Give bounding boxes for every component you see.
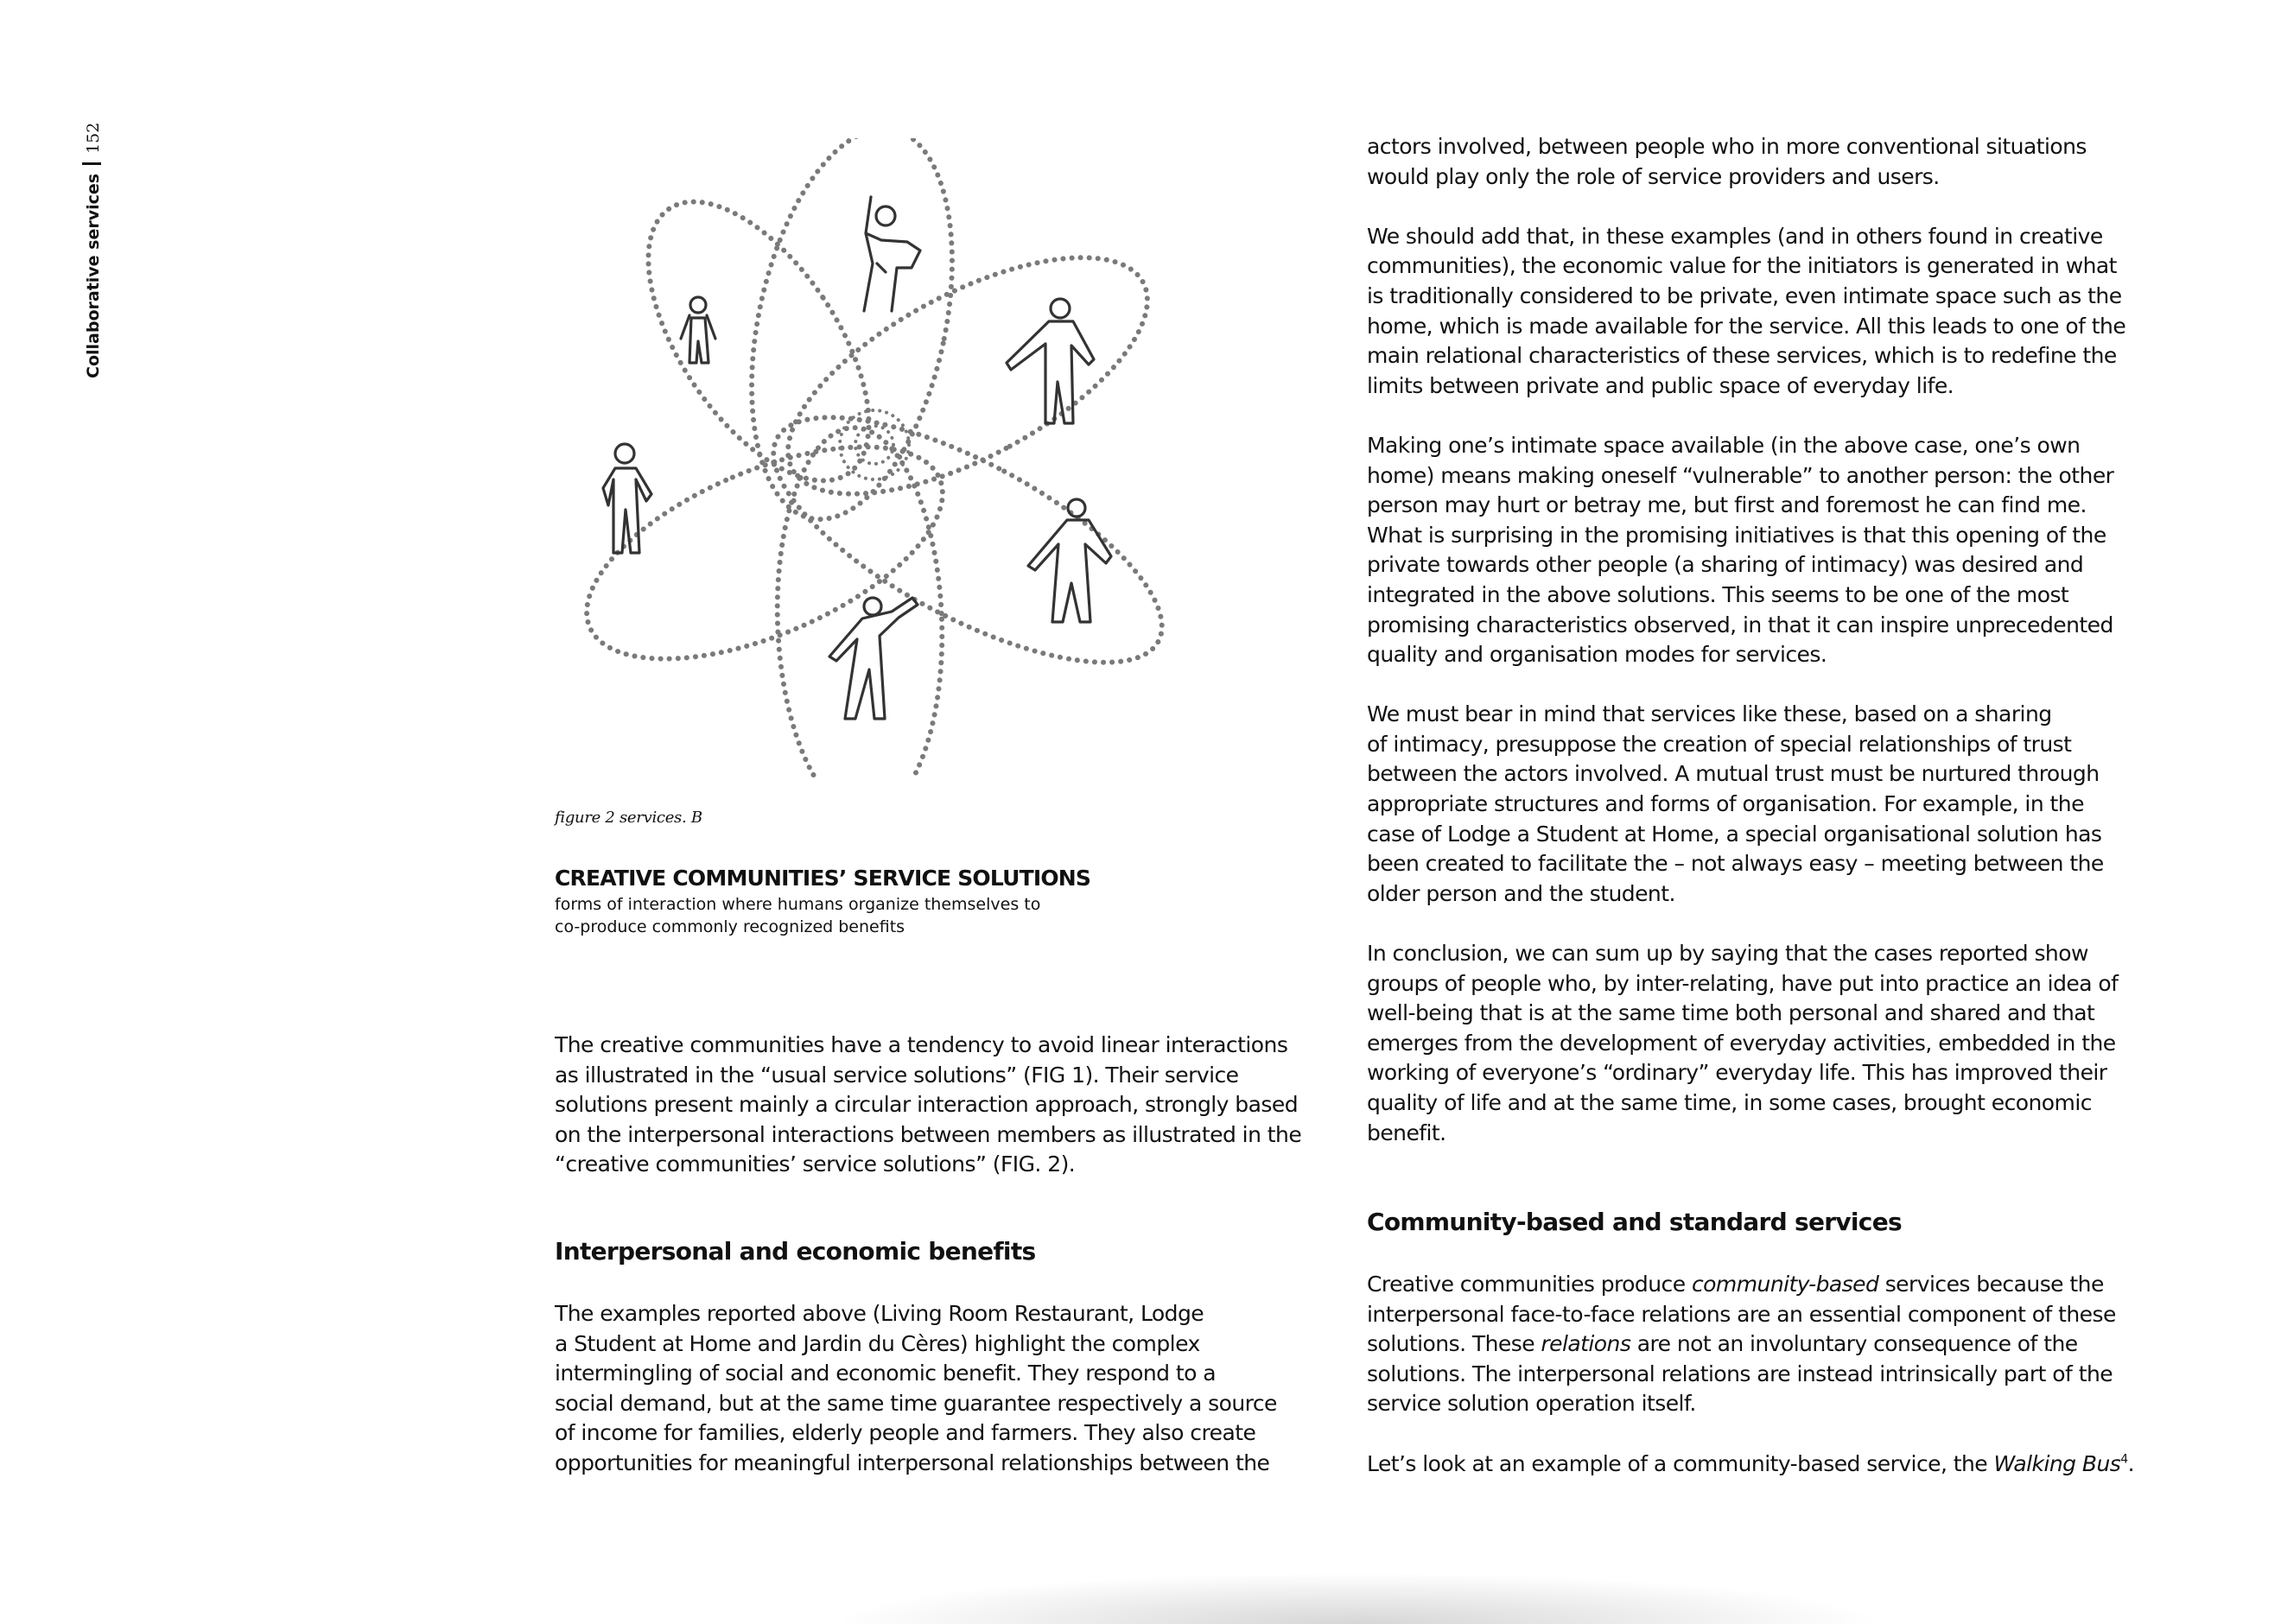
text-line: as illustrated in the “usual service solutions” (FIG 1). Their service [555, 1062, 1239, 1088]
text-line: solutions. The interpersonal relations are instead intrinsically part of the [1367, 1361, 2113, 1386]
text-line: service solution operation itself. [1367, 1391, 1696, 1417]
emphasis: relations [1541, 1331, 1631, 1357]
intro-paragraph [555, 1031, 1332, 1180]
text-line: is traditionally considered to be private, even intimate space such as the [1367, 282, 2122, 308]
text-line: of income for families, elderly people and farmers. They also create [555, 1420, 1256, 1446]
section-title: Collaborative services [84, 173, 103, 378]
paragraph-intimate-space [1367, 431, 2179, 670]
text-line: opportunities for meaningful interpersonal relationships between the [555, 1450, 1270, 1475]
text-line: benefit. [1367, 1120, 1446, 1145]
text-line: home, which is made available for the service. All this leads to one of the [1367, 313, 2126, 339]
text-line: home) means making oneself “vulnerable” to another person: the other [1367, 462, 2114, 488]
text-line: We should add that, in these examples (and in others found in creative [1367, 223, 2103, 249]
page-number: 152 [84, 122, 103, 154]
person-figure-upper-right [1007, 299, 1094, 423]
caption-line: forms of interaction where humans organize themselves to [555, 895, 1041, 914]
text-line: private towards other people (a sharing of intimacy) was desired and [1367, 552, 2084, 578]
text-line: social demand, but at the same time guarantee respectively a source [555, 1390, 1277, 1416]
text-line: a Student at Home and Jardin du Cères) highlight the complex [555, 1330, 1200, 1356]
body-paragraph [555, 1299, 1332, 1479]
text-line: intermingling of social and economic benefit. They respond to a [555, 1361, 1217, 1386]
right-column [1367, 132, 2179, 1148]
person-figure-right [1028, 499, 1111, 622]
text-line: Creative communities produce community-based services because the [1367, 1272, 2104, 1297]
paragraph-community-based [1367, 1270, 2179, 1419]
text-line: of intimacy, presuppose the creation of special relationships of trust [1367, 731, 2072, 757]
left-column-intro [555, 1031, 1332, 1180]
left-column-body [555, 1299, 1332, 1479]
paragraph-conclusion [1367, 939, 2179, 1148]
figure-label: figure 2 services. B [555, 809, 702, 827]
text-line: on the interpersonal interactions between members as illustrated in the [555, 1121, 1302, 1147]
text-line: main relational characteristics of these services, which is to redefine the [1367, 343, 2117, 369]
text-line: older person and the student. [1367, 880, 1675, 906]
text-line: “creative communities’ service solutions” (FIG. 2). [555, 1151, 1076, 1177]
text-line: between the actors involved. A mutual trust must be nurtured through [1367, 761, 2100, 787]
right-column-lower [1367, 1270, 2179, 1479]
caption-line: co-produce commonly recognized benefits [555, 917, 905, 936]
paragraph-trust [1367, 700, 2179, 909]
person-figure-bottom [829, 598, 918, 719]
text-line: case of Lodge a Student at Home, a special organisational solution has [1367, 821, 2102, 847]
figure-illustration [536, 138, 1166, 777]
text-line: actors involved, between people who in more conventional situations [1367, 134, 2087, 159]
text-line: appropriate structures and forms of organisation. For example, in the [1367, 791, 2084, 817]
text-line: solutions present mainly a circular interaction approach, strongly based [555, 1092, 1299, 1118]
text-line: The examples reported above (Living Room Restaurant, Lodge [555, 1301, 1204, 1326]
running-header [79, 122, 105, 378]
text-line: promising characteristics observed, in that it can inspire unprecedented [1367, 612, 2113, 638]
text-line: working of everyone’s “ordinary” everyday life. This has improved their [1367, 1060, 2107, 1086]
text-line: interpersonal face-to-face relations are an essential component of these [1367, 1301, 2116, 1327]
person-figure-upper-left [681, 297, 715, 363]
text-line: well-being that is at the same time both personal and shared and that [1367, 1000, 2095, 1026]
section-heading-community-based: Community-based and standard services [1367, 1208, 1902, 1236]
text-line: What is surprising in the promising initiatives is that this opening of the [1367, 522, 2106, 548]
paragraph-walking-bus [1367, 1450, 2179, 1480]
text-line: person may hurt or betray me, but first and foremost he can find me. [1367, 492, 2087, 518]
text-line: The creative communities have a tendency to avoid linear interactions [555, 1032, 1288, 1057]
text-line: In conclusion, we can sum up by saying that the cases reported show [1367, 941, 2088, 967]
text-line: limits between private and public space of everyday life. [1367, 372, 1954, 398]
emphasis: Walking Bus [1993, 1450, 2121, 1476]
text-line: quality of life and at the same time, in some cases, brought economic [1367, 1090, 2092, 1115]
text-line: communities), the economic value for the initiators is generated in what [1367, 253, 2117, 279]
figure-caption-subtitle [555, 893, 1090, 938]
text-line: emerges from the development of everyday activities, embedded in the [1367, 1030, 2116, 1056]
paragraph-economic-value [1367, 222, 2179, 402]
petal-upper-right [753, 210, 1166, 542]
person-figure-left [603, 444, 651, 553]
petal-top [720, 138, 985, 537]
petal-upper-left [605, 165, 912, 517]
text-line: been created to facilitate the – not always easy – meeting between the [1367, 851, 2104, 877]
person-figure-top [864, 197, 920, 311]
emphasis: community-based [1691, 1272, 1879, 1297]
page-bottom-shadow [829, 1572, 1884, 1624]
footnote-marker[interactable]: 4 [2120, 1452, 2128, 1467]
text-line: would play only the role of service providers and users. [1367, 163, 1940, 189]
text-line: We must bear in mind that services like these, based on a sharing [1367, 701, 2052, 727]
paragraph-actors [1367, 132, 2179, 192]
figure-caption-title: CREATIVE COMMUNITIES’ SERVICE SOLUTIONS [555, 866, 1091, 891]
text-line: Let’s look at an example of a community-based service, the Walking Bus$^4$. [1367, 1450, 2134, 1476]
community-petals-diagram [536, 138, 1166, 777]
text-line: solutions. These relations are not an involuntary consequence of the [1367, 1331, 2078, 1357]
text-line: quality and organisation modes for services. [1367, 642, 1827, 668]
text-line: Making one’s intimate space available (in the above case, one’s own [1367, 432, 2081, 458]
section-heading-interpersonal: Interpersonal and economic benefits [555, 1237, 1036, 1266]
separator-bar [82, 162, 101, 165]
text-line: integrated in the above solutions. This seems to be one of the most [1367, 581, 2069, 607]
text-line: groups of people who, by inter-relating, have put into practice an idea of [1367, 970, 2119, 996]
